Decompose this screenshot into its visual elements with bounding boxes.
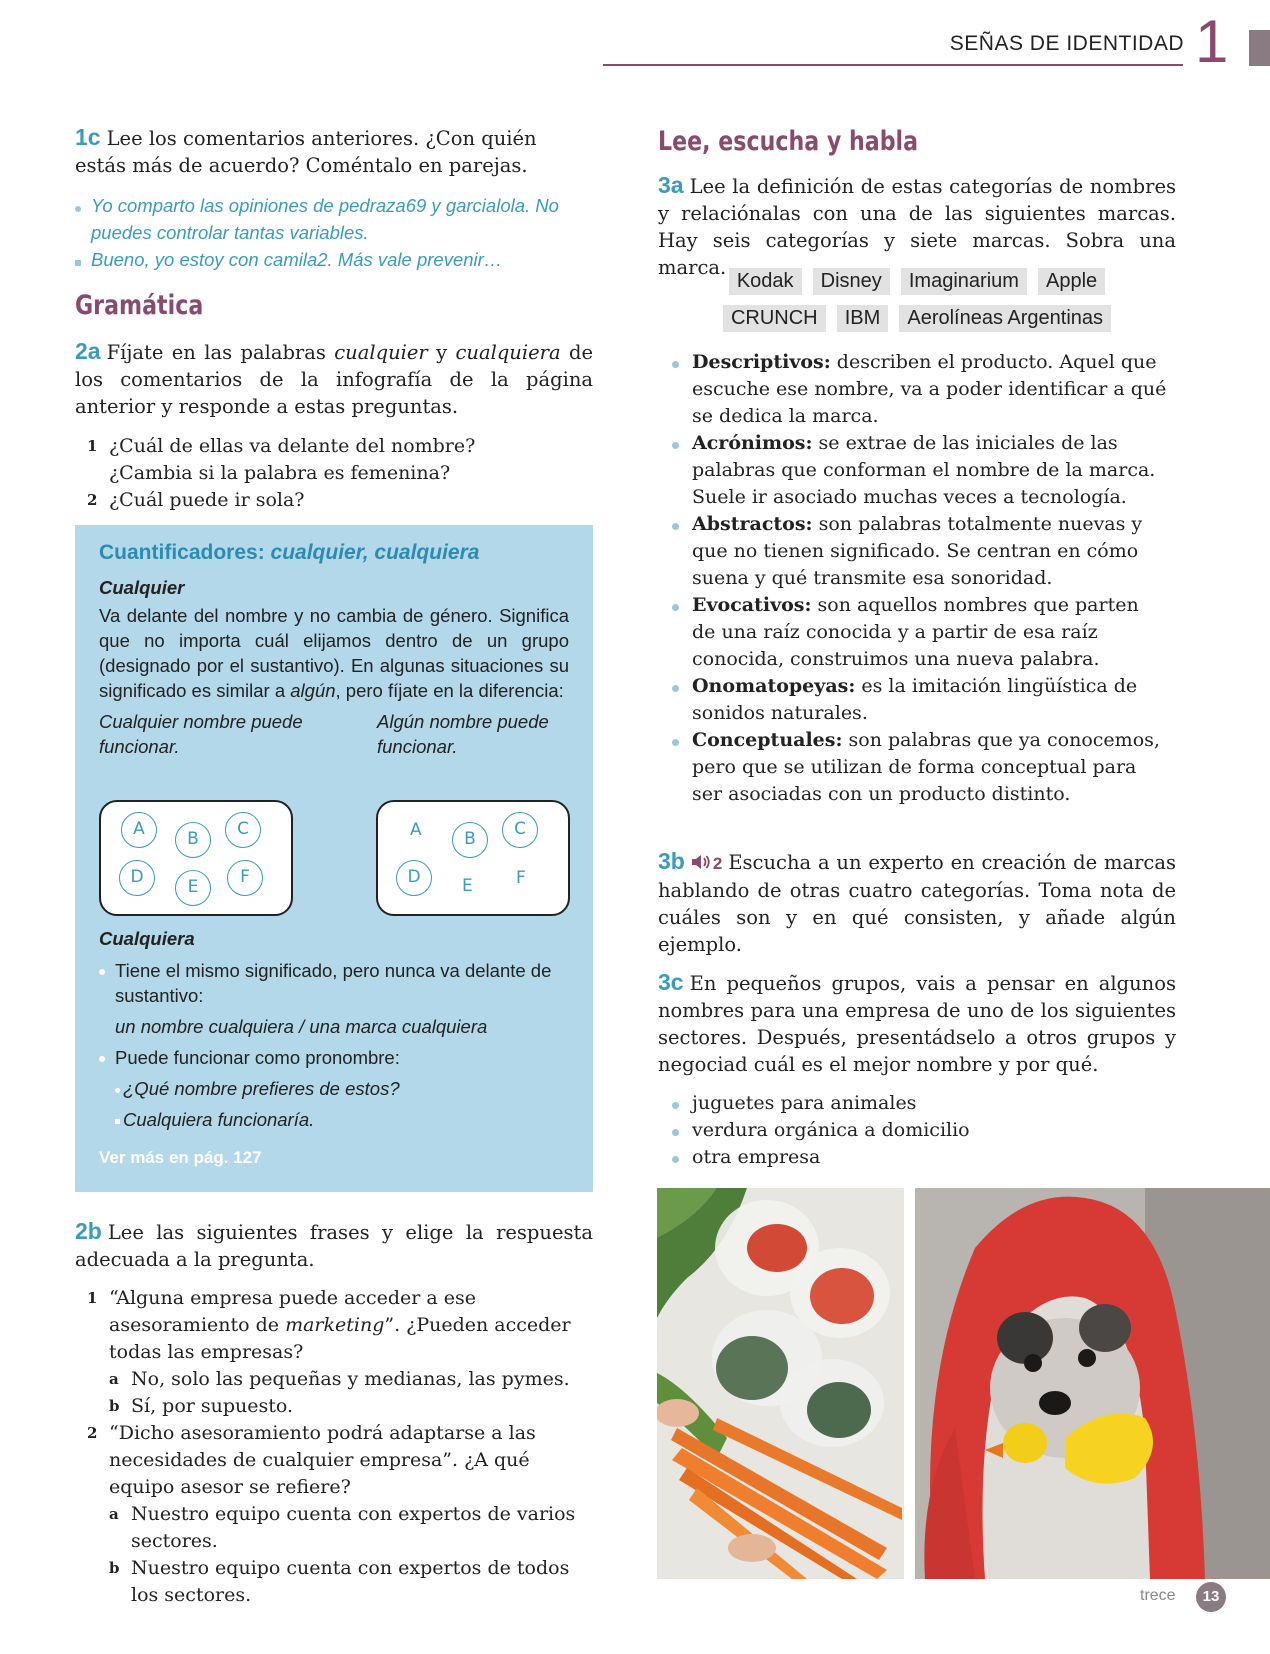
letter-circle: D <box>396 860 432 896</box>
letter-plain: A <box>410 820 422 840</box>
text-part: cualquiera <box>455 341 561 364</box>
text-part: marketing <box>285 1314 385 1336</box>
category-item <box>658 592 1176 673</box>
option[interactable] <box>109 1501 583 1555</box>
grammar-bullet <box>99 958 569 1008</box>
exercise-3b-text: Escucha a un experto en creación de marcas hablando de otras cuatro categorías. Toma nota de cuáles son y en qué consisten, y añade algún ejemplo. <box>658 851 1176 956</box>
category-term: Abstractos: <box>692 513 813 535</box>
exercise-3a-text: Lee la definición de estas categorías de nombres y relaciónalas con una de las siguientes marcas. Hay seis categorías y siete marcas. Sobra una marca. <box>658 175 1176 279</box>
brands-row <box>658 268 1176 295</box>
option-letter: a <box>109 1505 119 1523</box>
brands-row <box>658 305 1176 332</box>
exercise-label: 2b <box>75 1218 102 1244</box>
item-2b <box>75 1420 593 1609</box>
category-item <box>658 673 1176 727</box>
question-number: 2 <box>87 491 98 509</box>
bullet-text: Tiene el mismo significado, pero nunca va delante de sustantivo: <box>115 960 552 1006</box>
square-bullet-icon <box>115 1119 120 1124</box>
letter-circle: B <box>452 822 488 858</box>
dialog-line <box>75 246 593 275</box>
dot-bullet-icon <box>672 442 679 449</box>
text-part: , pero fíjate en la diferencia: <box>335 680 564 701</box>
caption-right: Algún nombre puede funcionar. <box>377 711 549 757</box>
exercise-1c-text: Lee los comentarios anteriores. ¿Con quién estás más de acuerdo? Coméntalo en parejas. <box>75 127 537 177</box>
question-text: ¿Cuál de ellas va delante del nombre? ¿Cambia si la palabra es femenina? <box>109 435 476 484</box>
title-italic: cualquier, cualquiera <box>270 541 480 564</box>
dot-bullet-icon <box>672 1156 679 1163</box>
sector-item <box>658 1117 1176 1144</box>
option-text: Sí, por supuesto. <box>131 1395 294 1417</box>
category-item <box>658 430 1176 511</box>
sectors-list <box>658 1090 1176 1171</box>
section-title-lee-escucha: Lee, escucha y habla <box>658 126 919 157</box>
subheading-cualquier: Cualquier <box>99 577 185 598</box>
dot-bullet-icon <box>672 523 679 530</box>
option[interactable] <box>109 1393 583 1420</box>
item-number: 2 <box>87 1424 98 1442</box>
text-part: Va delante del nombre y no cambia de género. Significa que no importa cuál elijamos dentro de un grupo (designado por el sustantivo). En algunas situaciones su significado es similar a <box>99 605 569 701</box>
dot-bullet-icon <box>115 1088 120 1093</box>
exercise-label: 3b <box>658 848 685 874</box>
item-2b <box>75 1285 593 1420</box>
brand-tag: Imaginarium <box>901 268 1027 295</box>
exercise-2b-text: Lee las siguientes frases y elige la respuesta adecuada a la pregunta. <box>75 1221 593 1271</box>
dialog-line <box>75 192 593 246</box>
option[interactable] <box>109 1366 583 1393</box>
category-term: Conceptuales: <box>692 729 843 751</box>
dialog-1c <box>75 192 593 275</box>
letter-circle: E <box>175 870 211 906</box>
dot-bullet-icon <box>672 739 679 746</box>
letter-plain: F <box>516 868 526 888</box>
letter-circle: C <box>225 812 261 848</box>
section-title-gramatica: Gramática <box>75 290 204 321</box>
exercise-1c <box>75 124 593 179</box>
bullet-text: Puede funcionar como pronombre: <box>115 1047 400 1068</box>
letter-circle: B <box>175 822 211 858</box>
letter-plain: E <box>462 876 473 896</box>
letter-circle: C <box>502 812 538 848</box>
set-diagram-cualquier <box>99 800 293 916</box>
question-item <box>75 433 593 487</box>
vegetables-photo <box>657 1188 904 1579</box>
letter-circle: D <box>119 860 155 896</box>
exercise-3c-text: En pequeños grupos, vais a pensar en algunos nombres para una empresa de uno de los siguientes sectores. Después, presentádselo a otros grupos y negociad cuál es el mejor nombre y por qué. <box>658 972 1176 1076</box>
category-text: son palabras que ya conocemos, pero que se utilizan de forma conceptual para ser asociadas con un producto distinto. <box>692 729 1160 805</box>
more-link[interactable]: Ver más en pág. 127 <box>99 1148 262 1167</box>
exercise-label: 3a <box>658 172 684 198</box>
item-number: 1 <box>87 1289 98 1307</box>
text-part: algún <box>290 680 336 701</box>
category-term: Descriptivos: <box>692 351 831 373</box>
option-text: Nuestro equipo cuenta con expertos de varios sectores. <box>131 1503 576 1552</box>
brand-tag: Kodak <box>729 268 802 295</box>
question-number: 1 <box>87 437 98 455</box>
exercise-2b <box>75 1218 593 1273</box>
option-text: Nuestro equipo cuenta con expertos de todos los sectores. <box>131 1557 570 1606</box>
track-number: 2 <box>712 854 723 873</box>
exercise-3b <box>658 848 1176 958</box>
question-text: ¿Cuál puede ir sola? <box>109 489 305 511</box>
exercise-label: 3c <box>658 969 684 995</box>
text-part: y <box>427 341 456 364</box>
dot-bullet-icon <box>672 604 679 611</box>
dot-bullet-icon <box>99 1056 105 1062</box>
category-text: se extrae de las iniciales de las palabras que conforman el nombre de la marca. Suele ir asociado muchas veces a tecnología. <box>692 432 1156 508</box>
chapter-title: SEÑAS DE IDENTIDAD <box>949 32 1184 55</box>
option-text: No, solo las pequeñas y medianas, las pymes. <box>131 1368 570 1390</box>
option-letter: b <box>109 1559 120 1577</box>
brand-tag: CRUNCH <box>723 305 826 332</box>
dot-bullet-icon <box>672 1129 679 1136</box>
category-text: son palabras totalmente nuevas y que no tienen significado. Se centran en cómo suena y qué transmite esa sonoridad. <box>692 513 1143 589</box>
exercise-3a <box>658 172 1176 281</box>
subheading-cualquiera: Cualquiera <box>99 928 195 949</box>
dialog-text: ¿Qué nombre prefieres de estos? <box>123 1078 400 1099</box>
dialog-text: Cualquiera funcionaría. <box>123 1109 315 1130</box>
sector-item <box>658 1090 1176 1117</box>
brand-tag: Apple <box>1038 268 1105 295</box>
option-letter: a <box>109 1370 119 1388</box>
brand-tag: IBM <box>837 305 889 332</box>
letter-circle: F <box>227 860 263 896</box>
example-dialog <box>99 1076 569 1132</box>
option[interactable] <box>109 1555 583 1609</box>
exercise-label: 2a <box>75 338 101 364</box>
questions-2a <box>75 433 593 514</box>
brand-tag: Disney <box>813 268 890 295</box>
header-rule <box>603 64 1183 66</box>
title-plain: Cuantificadores: <box>99 541 271 564</box>
category-text: son aquellos nombres que parten de una raíz conocida y a partir de esa raíz conocida, construimos una nueva palabra. <box>692 594 1139 670</box>
dialog-line-text: Bueno, yo estoy con camila2. Más vale prevenir… <box>91 249 503 270</box>
text-part: “Dicho asesoramiento podrá adaptarse a las necesidades de cualquier empresa”. ¿A qué equipo asesor se refiere? <box>109 1422 536 1498</box>
exercise-2a <box>75 338 593 420</box>
category-text: es la imitación lingüística de sonidos naturales. <box>692 675 1138 724</box>
exercise-label: 1c <box>75 124 101 150</box>
example-text: un nombre cualquiera / una marca cualquiera <box>115 1016 488 1037</box>
dog-photo <box>915 1188 1270 1579</box>
sector-text: verdura orgánica a domicilio <box>692 1119 970 1141</box>
category-text: describen el producto. Aquel que escuche ese nombre, va a poder identificar a qué se dedica la marca. <box>692 351 1167 427</box>
category-item <box>658 349 1176 430</box>
page-word: trece <box>1140 1587 1176 1604</box>
grammar-box-title <box>99 541 569 565</box>
dot-bullet-icon <box>99 969 105 975</box>
dot-bullet-icon <box>672 685 679 692</box>
category-term: Acrónimos: <box>692 432 813 454</box>
grammar-box-part2 <box>99 928 569 1168</box>
chapter-number: 1 <box>1195 8 1229 75</box>
dialog-line-text: Yo comparto las opiniones de pedraza69 y garcialola. No puedes controlar tantas variables. <box>91 195 559 243</box>
items-2b <box>75 1285 593 1609</box>
category-item <box>658 727 1176 808</box>
grammar-bullet <box>99 1045 569 1070</box>
dot-bullet-icon <box>672 361 679 368</box>
page-number: 13 <box>1196 1582 1226 1612</box>
square-bullet-icon <box>75 260 81 266</box>
dot-bullet-icon <box>672 1102 679 1109</box>
category-item <box>658 511 1176 592</box>
category-term: Evocativos: <box>692 594 812 616</box>
chapter-tab <box>1249 30 1270 66</box>
categories-list <box>658 349 1176 808</box>
sector-item <box>658 1144 1176 1171</box>
text-part: “Alguna empresa puede acceder a ese asesoramiento de <box>109 1287 477 1336</box>
text-part: de los comentarios de la infografía de la página anterior y responde a estas preguntas. <box>75 341 593 418</box>
question-item <box>75 487 593 514</box>
sector-text: otra empresa <box>692 1146 821 1168</box>
text-part: Fíjate en las palabras <box>106 341 335 364</box>
set-diagram-algun <box>376 800 570 916</box>
sector-text: juguetes para animales <box>692 1092 917 1114</box>
exercise-3c <box>658 969 1176 1078</box>
letter-circle: A <box>121 812 157 848</box>
grammar-explanation <box>99 603 569 703</box>
option-letter: b <box>109 1397 120 1415</box>
text-part: cualquier <box>334 341 428 364</box>
speaker-icon[interactable] <box>691 854 711 870</box>
text-part: ”. ¿Pueden acceder todas las empresas? <box>109 1314 571 1363</box>
dot-bullet-icon <box>75 206 81 212</box>
caption-left: Cualquier nombre puede funcionar. <box>99 711 303 757</box>
category-term: Onomatopeyas: <box>692 675 856 697</box>
brand-tag: Aerolíneas Argentinas <box>899 305 1111 332</box>
